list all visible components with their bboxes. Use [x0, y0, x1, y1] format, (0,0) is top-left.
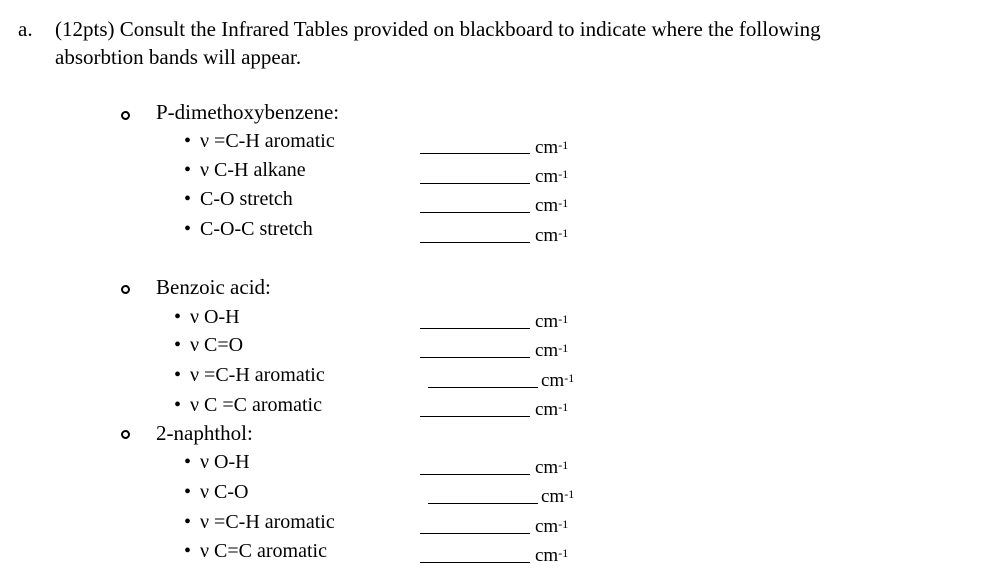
bullet-icon: • [184, 218, 192, 240]
question-label: a. [18, 17, 33, 41]
answer-blank[interactable] [420, 328, 530, 329]
answer-blank[interactable] [420, 562, 530, 563]
unit-label: $cm^{-1}$ [535, 225, 569, 246]
section-bullet-icon [121, 430, 130, 439]
unit-label: $cm^{-1}$ [535, 545, 569, 566]
item-label: ν C=C aromatic [200, 540, 327, 562]
unit-label: $cm^{-1}$ [541, 370, 575, 391]
answer-blank[interactable] [420, 242, 530, 243]
item-label: ν O-H [200, 451, 250, 473]
answer-blank[interactable] [420, 212, 530, 213]
item-label: ν C-H alkane [200, 159, 306, 181]
item-label: ν C=O [190, 334, 244, 356]
unit-label: $cm^{-1}$ [535, 399, 569, 420]
bullet-icon: • [184, 451, 192, 473]
item-label: C-O stretch [200, 188, 293, 210]
unit-label: $cm^{-1}$ [535, 137, 569, 158]
item-label: C-O-C stretch [200, 218, 313, 240]
answer-blank[interactable] [428, 503, 538, 504]
unit-label: $cm^{-1}$ [541, 486, 575, 507]
unit-label: $cm^{-1}$ [535, 516, 569, 537]
bullet-icon: • [174, 394, 182, 416]
unit-label: $cm^{-1}$ [535, 195, 569, 216]
bullet-icon: • [174, 334, 182, 356]
item-label: ν C-O [200, 481, 249, 503]
unit-label: $cm^{-1}$ [535, 311, 569, 332]
question-text-line2: absorbtion bands will appear. [55, 45, 302, 69]
bullet-icon: • [184, 511, 192, 533]
answer-blank[interactable] [420, 183, 530, 184]
item-label: ν O-H [190, 306, 240, 328]
item-label: ν =C-H aromatic [190, 364, 325, 386]
section-bullet-icon [121, 285, 130, 294]
item-label: ν C =C aromatic [190, 394, 322, 416]
answer-blank[interactable] [420, 153, 530, 154]
answer-blank[interactable] [420, 416, 530, 417]
bullet-icon: • [184, 130, 192, 152]
unit-label: $cm^{-1}$ [535, 340, 569, 361]
bullet-icon: • [174, 364, 182, 386]
section-title: P-dimethoxybenzene: [156, 100, 340, 124]
answer-blank[interactable] [420, 533, 530, 534]
section-bullet-icon [121, 111, 130, 120]
item-label: ν =C-H aromatic [200, 511, 335, 533]
answer-blank[interactable] [420, 474, 530, 475]
question-text-line1: (12pts) Consult the Infrared Tables provided on blackboard to indicate where the following [55, 17, 821, 41]
section-title: 2-naphthol: [156, 421, 253, 445]
section-title: Benzoic acid: [156, 275, 271, 299]
unit-label: $cm^{-1}$ [535, 457, 569, 478]
item-label: ν =C-H aromatic [200, 130, 335, 152]
answer-blank[interactable] [420, 357, 530, 358]
bullet-icon: • [184, 481, 192, 503]
answer-blank[interactable] [428, 387, 538, 388]
bullet-icon: • [174, 306, 182, 328]
bullet-icon: • [184, 159, 192, 181]
unit-label: $cm^{-1}$ [535, 166, 569, 187]
bullet-icon: • [184, 540, 192, 562]
bullet-icon: • [184, 188, 192, 210]
